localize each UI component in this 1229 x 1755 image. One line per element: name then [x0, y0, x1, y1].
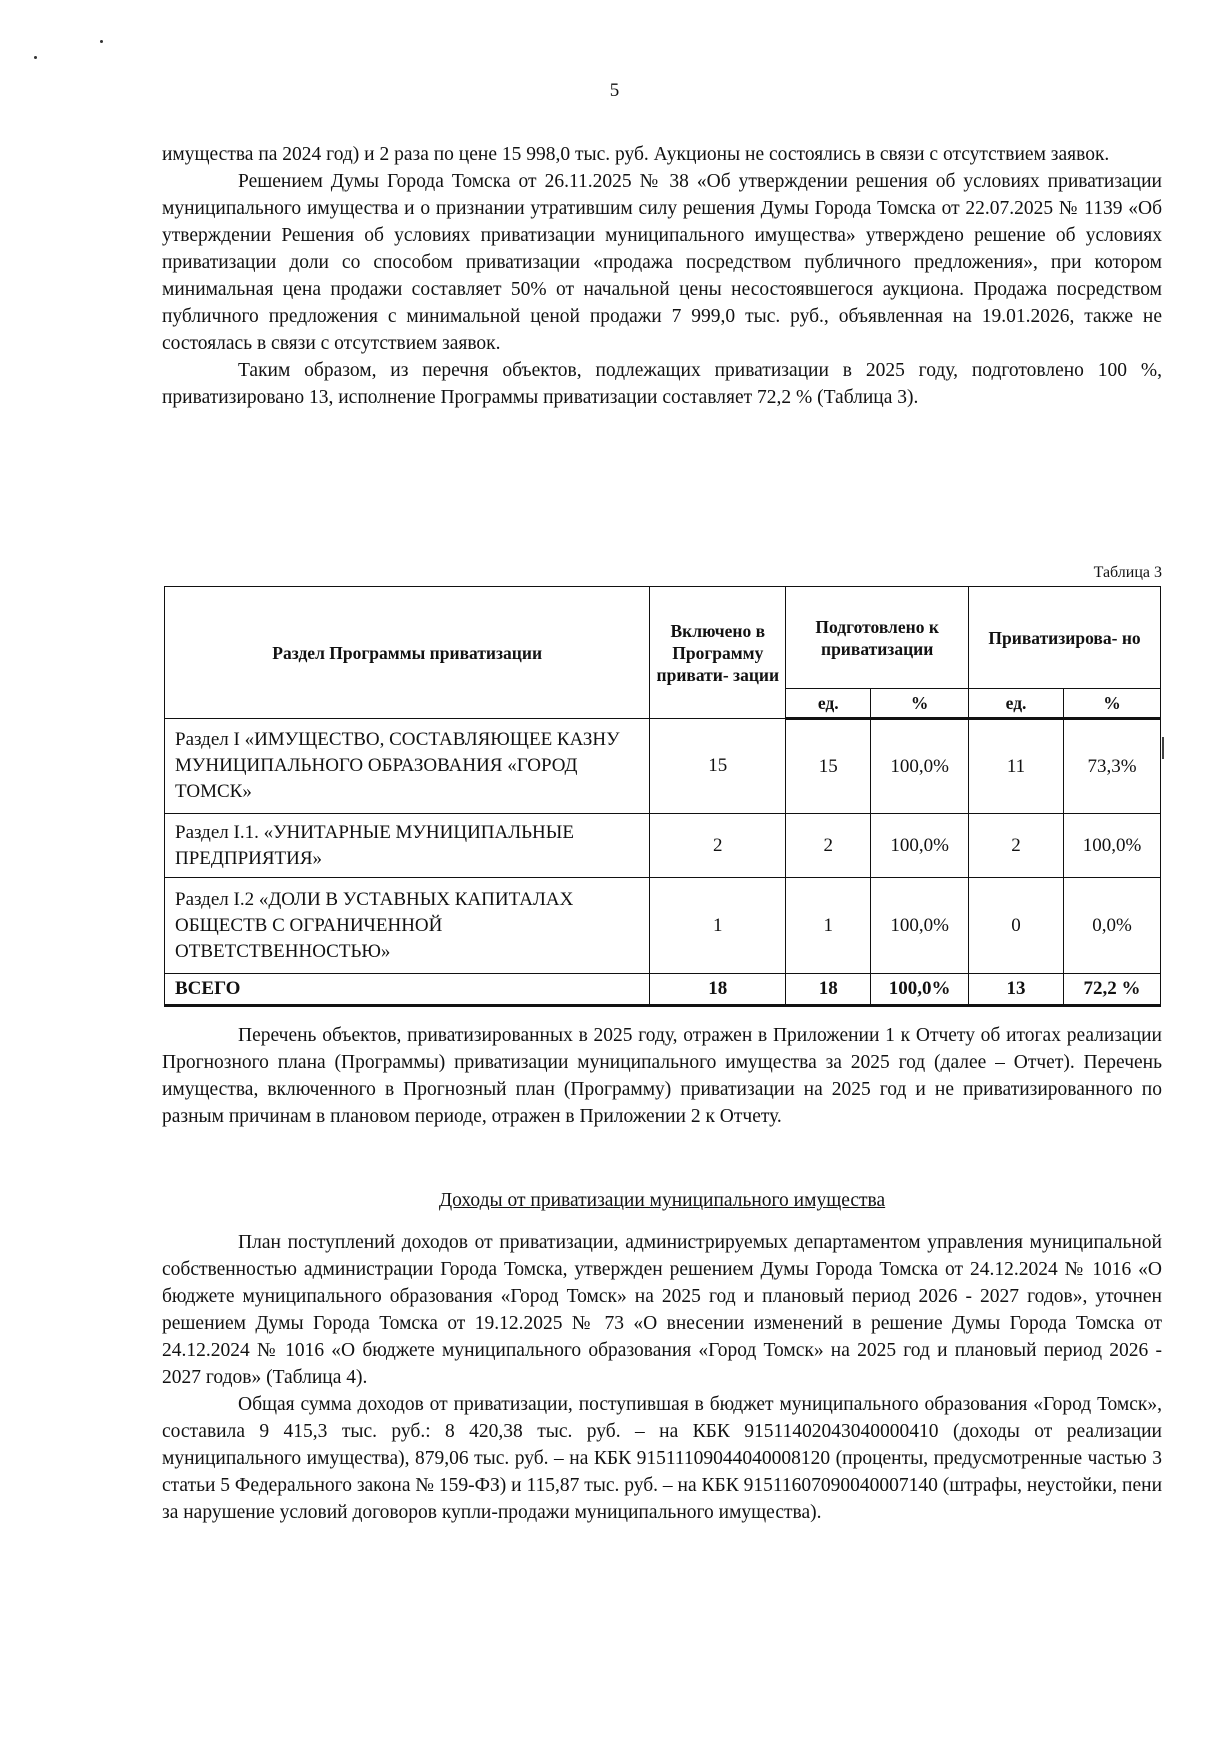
row-name: Раздел I.2 «ДОЛИ В УСТАВНЫХ КАПИТАЛАХ ОБЩЕСТВ С ОГРАНИЧЕННОЙ ОТВЕТСТВЕННОСТЬЮ»: [165, 878, 650, 974]
table-caption: Таблица 3: [1093, 564, 1162, 581]
total-name: ВСЕГО: [165, 974, 650, 1006]
body-text-middle: [162, 1022, 1162, 1130]
row-privatized-units: 11: [969, 719, 1064, 814]
paragraph: имущества па 2024 год) и 2 раза по цене 15 998,0 тыс. руб. Аукционы не состоялись в связи с отсутствием заявок.: [162, 144, 1110, 165]
row-prepared-units: 15: [786, 719, 871, 814]
total-prepared-pct: 100,0%: [871, 974, 969, 1006]
paragraph: Таким образом, из перечня объектов, подлежащих приватизации в 2025 году, подготовлено 100 %, приватизировано 13, исполнение Программы приватизации составляет 72,2 % (Таблица 3).: [162, 360, 1162, 408]
row-included: 2: [650, 814, 786, 878]
total-included: 18: [650, 974, 786, 1006]
paragraph: План поступлений доходов от приватизации, администрируемых департаментом управления муниципальной собственностью администрации Города Томска, утвержден решением Думы Города Томска от 24.12.2024 № 1016 «О бюджете муниципального образования «Город Томск» на 2025 год и плановый период 2026 - 2027 годов», уточнен решением Думы Города Томска от 19.12.2025 № 73 «О внесении изменений в решение Думы Города Томска от 24.12.2024 № 1016 «О бюджете муниципального образования «Город Томск» на 2025 год и плановый период 2026 - 2027 годов» (Таблица 4).: [162, 1232, 1162, 1388]
scan-speck: [100, 40, 103, 43]
total-privatized-pct: 72,2 %: [1064, 974, 1161, 1006]
row-privatized-pct: 100,0%: [1064, 814, 1161, 878]
row-prepared-units: 2: [786, 814, 871, 878]
row-privatized-pct: 73,3%: [1064, 719, 1161, 814]
paragraph: Общая сумма доходов от приватизации, поступившая в бюджет муниципального образования «Город Томск», составила 9 415,3 тыс. руб.: 8 420,38 тыс. руб. – на КБК 91511402043040000410 (доходы от реализации муниципального имущества), 879,06 тыс. руб. – на КБК 91511109044040008120 (проценты, предусмотренные частью 3 статьи 5 Федерального закона № 159-ФЗ) и 115,87 тыс. руб. – на КБК 91511607090040007140 (штрафы, неустойки, пени за нарушение условий договоров купли-продажи муниципального имущества).: [162, 1394, 1162, 1523]
privatization-table: [164, 586, 1161, 1007]
body-text-bottom: [162, 1229, 1162, 1526]
section-heading: Доходы от приватизации муниципального имущества: [438, 1190, 886, 1211]
paragraph: Решением Думы Города Томска от 26.11.2025 № 38 «Об утверждении решения об условиях приватизации муниципального имущества и о признании утратившим силу решения Думы Города Томска от 22.07.2025 № 1139 «Об утверждении Решения об условиях приватизации муниципального имущества» утверждено решение об условиях приватизации доли со способом приватизации «продажа посредством публичного предложения», при котором минимальная цена продажи составляет 50% от начальной цены несостоявшегося аукциона. Продажа посредством публичного предложения с минимальной ценой продажи 7 999,0 тыс. руб., объявленная на 19.01.2026, также не состоялась в связи с отсутствием заявок.: [162, 171, 1162, 354]
row-prepared-pct: 100,0%: [871, 878, 969, 974]
header-privatized-unit: ед.: [969, 689, 1064, 719]
total-privatized-units: 13: [969, 974, 1064, 1006]
row-name: Раздел I.1. «УНИТАРНЫЕ МУНИЦИПАЛЬНЫЕ ПРЕДПРИЯТИЯ»: [165, 814, 650, 878]
row-included: 1: [650, 878, 786, 974]
table-total-row: [165, 974, 1161, 1006]
row-prepared-pct: 100,0%: [871, 719, 969, 814]
row-privatized-pct: 0,0%: [1064, 878, 1161, 974]
scan-mark: [1162, 737, 1164, 759]
total-prepared-units: 18: [786, 974, 871, 1006]
header-privatized: Приватизирова- но: [969, 587, 1161, 689]
row-privatized-units: 0: [969, 878, 1064, 974]
header-privatized-percent: %: [1064, 689, 1161, 719]
row-prepared-pct: 100,0%: [871, 814, 969, 878]
paragraph: Перечень объектов, приватизированных в 2025 году, отражен в Приложении 1 к Отчету об итогах реализации Прогнозного плана (Программы) приватизации муниципального имущества за 2025 год (далее – Отчет). Перечень имущества, включенного в Прогнозный план (Программу) приватизации на 2025 год и не приватизированного по разным причинам в плановом периоде, отражен в Приложении 2 к Отчету.: [162, 1025, 1162, 1127]
table-row: [165, 878, 1161, 974]
page-number: 5: [609, 80, 620, 101]
header-section: Раздел Программы приватизации: [165, 587, 650, 719]
header-prepared-unit: ед.: [786, 689, 871, 719]
header-prepared: Подготовлено к приватизации: [786, 587, 969, 689]
row-privatized-units: 2: [969, 814, 1064, 878]
body-text-top: [162, 141, 1162, 411]
table-row: [165, 719, 1161, 814]
header-prepared-percent: %: [871, 689, 969, 719]
row-name: Раздел I «ИМУЩЕСТВО, СОСТАВЛЯЮЩЕЕ КАЗНУ МУНИЦИПАЛЬНОГО ОБРАЗОВАНИЯ «ГОРОД ТОМСК»: [165, 719, 650, 814]
header-included: Включено в Программу привати- зации: [650, 587, 786, 719]
row-included: 15: [650, 719, 786, 814]
scan-speck: [34, 56, 37, 59]
row-prepared-units: 1: [786, 878, 871, 974]
table-row: [165, 814, 1161, 878]
